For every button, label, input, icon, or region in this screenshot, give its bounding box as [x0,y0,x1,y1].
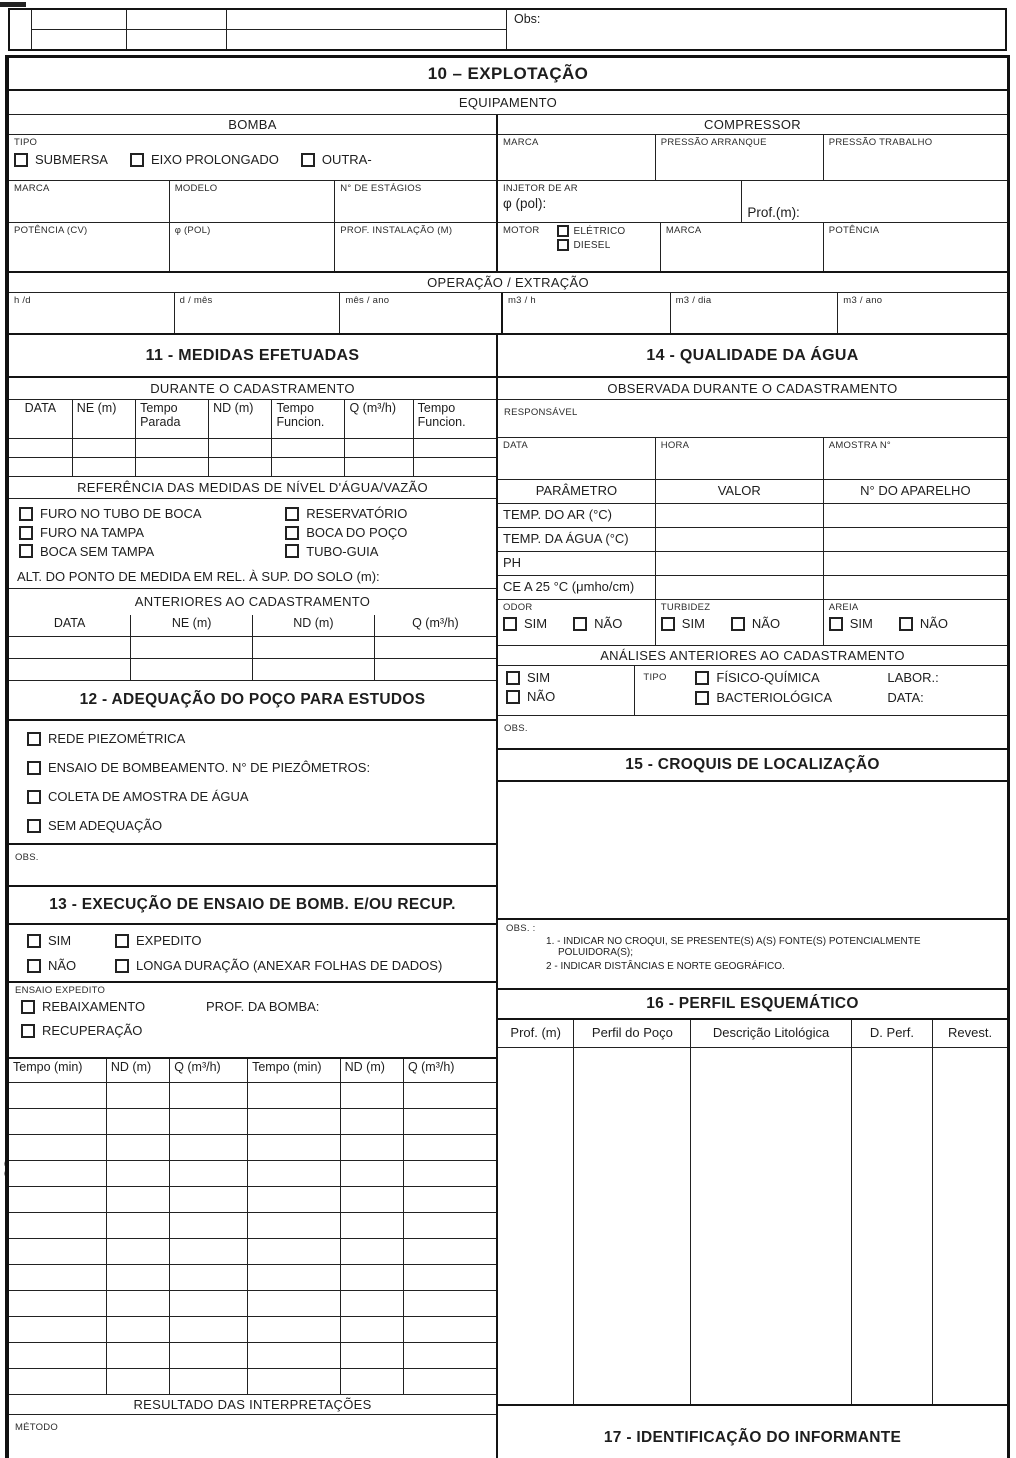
field-mesano[interactable]: mês / ano [340,293,503,333]
col-header: ND (m) [209,400,272,438]
table-cell[interactable] [9,659,131,681]
checkbox-areia-nao[interactable] [899,617,913,631]
field-estagios[interactable]: N° DE ESTÁGIOS [340,183,422,194]
form: 10 – EXPLOTAÇÃO EQUIPAMENTO BOMBA TIPO SUBMERSA EIXO PROLONGADO OUTRA- MARCA MODELO N° DE ESTÁGIOS POTÊNCIA (CV) φ (POL) PROF. INSTALAÇÃO (M) COMPRESSOR MARCA PRESSÃO ARRANQUE PRESSÃO TRABALHO INJETOR DE AR φ (pol): Prof.(m): MOTOR ELÉTRICO DIESEL MARCA POTÊNCIA OPERAÇÃO / EXTRAÇÃO h /d d / mês mês / ano m3 / h m3 / dia m3 / ano 11 - MEDIDAS EFETUADAS 14 - QUALIDADE DA ÁGUA DURANTE O CADASTRAMENTO DATA NE (m) Tempo Parada ND (m) Tempo Funcion. Q (m³/h) Tempo Funcion. REFERÊNCIA DAS MEDIDAS DE NÍVEL D'ÁGUA/VAZÃO FURO NO TUBO DE BOCA RESERVATÓRIO FURO NA TAMPA BOCA DO POÇO BOCA SEM TAMPA TUBO-GUIA ALT. DO PONTO DE MEDIDA EM REL. À SUP. DO SOLO (m): ANTERIORES AO CADASTRAMENTO DATA NE (m) ND (m) Q (m³/h) 12 - ADEQUAÇÃO DO POÇO PARA ESTUDOS REDE PIEZOMÉTRICA ENSAIO DE BOMBEAMENTO. N° DE PIEZÔMETROS: COLETA DE AMOSTRA DE ÁGUA SEM ADEQUAÇÃO OBS. 13 - EXECUÇÃO DE ENSAIO DE BOMB. E/OU RECUP. SIM EXPEDITO NÃO LONGA DURAÇÃO (ANEXAR FOLHAS DE DADOS) ENSAIO EXPEDITO REBAIXAMENTO PROF. DA BOMBA: RECUPERAÇÃO Tempo (min) ND (m) Q (m³/h) Tempo (min) ND (m) Q (m³/h) RESULTADO DAS INTERPRETAÇÕES MÉTODO OBSERVADA DURANTE O CADASTRAMENTO RESPONSÁVEL DATA HORA AMOSTRA N° PARÂMETRO VALOR N° DO APARELHO TEMP. DO AR (°C) TEMP. DA ÁGUA (°C) PH CE A 25 °C (μmho/cm) ODOR SIM NÃO TURBIDEZ SIM NÃO AREIA SIM NÃO ANÁLISES ANTERIORES AO CADASTRAMENTO SIM NÃO TIPO FÍSICO-QUÍMICA LABOR.: BACTERIOLÓGICA DATA: OBS. 15 - CROQUIS DE LOCALIZAÇÃO OBS. : 1. - INDICAR NO CROQUI, SE PRESENTE(S) A(S) FONTE(S) POTENCIALMENTE POLUIDORA(S); 2 - INDICAR DISTÂNCIAS E NORTE GEOGRÁFICO. 16 - PERFIL ESQUEMÁTICO Prof. (m) Perfil do Poço Descrição Litológica D. Perf. Revest. 17 - IDENTIFICAÇÃO DO INFORMANTE [5,55,1010,1458]
amostra-field[interactable]: AMOSTRA N° [828,440,891,451]
perfil-descricao-column[interactable] [691,1048,851,1404]
labor-field[interactable]: LABOR.: [887,670,939,685]
table-cell[interactable] [248,1160,341,1186]
table-cell[interactable] [106,1134,169,1160]
table-cell[interactable] [248,1186,341,1212]
header-cell[interactable] [32,10,127,29]
durante-label: DURANTE O CADASTRAMENTO [150,381,355,396]
section10-title: 10 – EXPLOTAÇÃO [427,63,589,83]
col-header: Prof. (m) [498,1020,574,1047]
col-header: Q (m³/h) [345,400,413,438]
table-cell[interactable] [340,1108,403,1134]
table-cell[interactable] [170,1082,248,1108]
table-cell[interactable] [9,637,131,659]
anteriores-label: ANTERIORES AO CADASTRAMENTO [134,594,371,609]
resultado-label: RESULTADO DAS INTERPRETAÇÕES [133,1396,372,1412]
note: 1. - INDICAR NO CROQUI, SE PRESENTE(S) A(S) FONTE(S) POTENCIALMENTE [546,936,921,947]
table-cell[interactable] [248,1212,341,1238]
checkbox-sim-13[interactable] [27,934,41,948]
table-cell[interactable] [403,1082,496,1108]
table-cell[interactable] [170,1238,248,1264]
table-cell[interactable] [340,1368,403,1394]
col-header: Q (m³/h) [374,615,496,637]
checkbox-eletrico[interactable] [557,225,569,237]
table-cell[interactable] [340,1316,403,1342]
param-value-cell[interactable] [656,576,824,599]
col-header: DATA [9,400,72,438]
perfil-revest-column[interactable] [933,1048,1007,1404]
field-dmes[interactable]: d / mês [175,293,341,333]
option-label: EXPEDITO [136,933,202,948]
table-cell[interactable] [248,1264,341,1290]
col-header: Revest. [948,1025,993,1040]
table-cell[interactable] [272,457,345,476]
col-header: NE (m) [72,400,135,438]
col-header: NE (m) [131,615,253,637]
croquis-obs-box [498,918,1007,990]
table-cell[interactable] [9,1342,106,1368]
option-label: BOCA SEM TAMPA [40,543,155,559]
section13-title: 13 - EXECUÇÃO DE ENSAIO DE BOMB. E/OU RECUP. [49,896,456,913]
compressor-title: COMPRESSOR [704,117,801,132]
field-modelo[interactable]: MODELO [170,181,336,222]
param-device-cell[interactable] [824,528,1007,551]
checkbox-longa-duracao[interactable] [115,959,129,973]
checkbox-analises-nao[interactable] [506,690,520,704]
table-cell[interactable] [413,457,496,476]
table-cell[interactable] [9,1082,106,1108]
table-cell[interactable] [374,659,496,681]
table-cell[interactable] [248,1342,341,1368]
option-label: ENSAIO DE BOMBEAMENTO. N° DE PIEZÔMETROS: [48,760,371,775]
option-label: EIXO PROLONGADO [150,152,279,167]
table-cell[interactable] [170,1108,248,1134]
obs-label: Obs: [514,12,541,26]
checkbox-expedito[interactable] [115,934,129,948]
table-cell[interactable] [248,1290,341,1316]
table-cell[interactable] [403,1342,496,1368]
table-cell[interactable] [106,1082,169,1108]
table-cell[interactable] [340,1212,403,1238]
checkbox-boca-poco[interactable] [285,526,299,540]
ensaio-dados-table [9,1057,496,1395]
col-header: Q (m³/h) [403,1058,496,1082]
table-cell[interactable] [209,438,272,457]
table-cell[interactable] [403,1264,496,1290]
table-cell[interactable] [106,1160,169,1186]
table-cell[interactable] [253,637,375,659]
table-cell[interactable] [9,1264,106,1290]
param-device-cell[interactable] [824,552,1007,575]
table-cell[interactable] [106,1238,169,1264]
table-cell[interactable] [9,1134,106,1160]
table-cell[interactable] [9,1238,106,1264]
col-header: N° DO APARELHO [860,483,971,498]
field-potencia-motor[interactable]: POTÊNCIA [828,225,880,236]
checkbox-rede-piezometrica[interactable] [27,732,41,746]
checkbox-coleta-amostra[interactable] [27,790,41,804]
obs-field[interactable] [507,10,1005,49]
table-cell[interactable] [9,1108,106,1134]
checkbox-reservatorio[interactable] [285,507,299,521]
table-cell[interactable] [345,457,413,476]
perfil-poco-column[interactable] [574,1048,691,1404]
param-label: TEMP. DO AR (°C) [498,504,656,527]
data-analise-field[interactable]: DATA: [887,690,924,705]
table-cell[interactable] [170,1186,248,1212]
field-injetor-prof[interactable]: Prof.(m): [747,205,800,220]
option-label: NÃO [48,958,77,973]
table-cell[interactable] [9,1316,106,1342]
option-label: SUBMERSA [35,152,108,167]
table-cell[interactable] [170,1368,248,1394]
table-cell[interactable] [106,1342,169,1368]
table-cell[interactable] [9,1368,106,1394]
option-label: RESERVATÓRIO [306,506,408,522]
param-value-cell[interactable] [656,552,824,575]
table-cell[interactable] [106,1316,169,1342]
table-cell[interactable] [9,1212,106,1238]
checkbox-areia-sim[interactable] [829,617,843,631]
table-cell[interactable] [248,1108,341,1134]
field-injetor-phi[interactable]: INJETOR DE AR φ (pol): [498,181,742,222]
section11-title: 11 - MEDIDAS EFETUADAS [145,346,360,364]
col-header: VALOR [656,480,824,503]
header-margin-cell [10,10,32,49]
turbidez-label: TURBIDEZ [660,602,711,613]
croquis-area[interactable] [498,782,1007,918]
field-marca-bomba[interactable]: MARCA [9,181,170,222]
option-label: COLETA DE AMOSTRA DE ÁGUA [48,789,249,804]
header-cell[interactable] [227,10,506,29]
col-header: Perfil do Poço [574,1020,691,1047]
table-cell[interactable] [170,1342,248,1368]
section14-title: 14 - QUALIDADE DA ÁGUA [646,346,859,364]
col-header: D. Perf. [852,1020,933,1047]
checkbox-odor-nao[interactable] [573,617,587,631]
scan-artifact: ⌇ [0,1158,13,1188]
table-cell[interactable] [209,457,272,476]
referencia-options [9,499,496,567]
checkbox-bacteriologica[interactable] [695,691,709,705]
table-cell[interactable] [106,1186,169,1212]
perfil-prof-column[interactable] [498,1048,574,1404]
option-label: FURO NA TAMPA [40,525,145,540]
table-cell[interactable] [403,1368,496,1394]
table-cell[interactable] [170,1134,248,1160]
option-label: REBAIXAMENTO [42,999,146,1014]
param-label: CE A 25 °C (μmho/cm) [498,576,656,599]
section15-title: 15 - CROQUIS DE LOCALIZAÇÃO [625,756,880,773]
table-cell[interactable] [248,1082,341,1108]
field-pressao-arranque[interactable]: PRESSÃO ARRANQUE [656,135,824,180]
table-cell[interactable] [9,457,72,476]
table-cell[interactable] [106,1264,169,1290]
table-cell[interactable] [374,637,496,659]
field-motor[interactable]: MOTOR ELÉTRICO DIESEL [498,223,661,271]
option-label: BOCA DO POÇO [306,525,408,540]
header-cell[interactable] [127,30,227,49]
param-value-cell[interactable] [656,504,824,527]
checkbox-furo-tampa[interactable] [19,526,33,540]
table-cell[interactable] [136,457,209,476]
note: 2 - INDICAR DISTÂNCIAS E NORTE GEOGRÁFICO. [546,961,785,972]
table-cell[interactable] [131,659,253,681]
col-header: Tempo Funcion. [272,400,345,438]
table-cell[interactable] [340,1160,403,1186]
option-label: SEM ADEQUAÇÃO [48,818,163,833]
medidas-durante-table [9,400,496,477]
section16-title: 16 - PERFIL ESQUEMÁTICO [646,995,859,1012]
table-cell[interactable] [106,1212,169,1238]
field-prof-instalacao[interactable]: PROF. INSTALAÇÃO (M) [340,225,453,236]
metodo-field[interactable]: MÉTODO [15,1421,59,1433]
section12-title: 12 - ADEQUAÇÃO DO POÇO PARA ESTUDOS [79,691,426,708]
checkbox-diesel[interactable] [557,239,569,251]
field-pressao-trabalho[interactable]: PRESSÃO TRABALHO [828,137,933,148]
option-label: OUTRA- [321,152,372,167]
option-label: RECUPERAÇÃO [42,1023,143,1038]
table-cell[interactable] [136,438,209,457]
option-label: TUBO-GUIA [306,543,379,559]
table-cell[interactable] [72,438,135,457]
col-header: Q (m³/h) [170,1058,248,1082]
checkbox-ensaio-bombeamento[interactable] [27,761,41,775]
checkbox-submersa[interactable] [14,153,28,167]
option-label: LONGA DURAÇÃO (ANEXAR FOLHAS DE DADOS) [136,958,443,973]
checkbox-recuperacao[interactable] [21,1024,35,1038]
table-cell[interactable] [131,637,253,659]
table-cell[interactable] [248,1238,341,1264]
col-header: Tempo Parada [136,400,209,438]
top-strip [8,8,1007,51]
checkbox-boca-sem-tampa[interactable] [19,544,33,558]
table-cell[interactable] [9,438,72,457]
obs-14-field[interactable]: OBS. [498,716,1007,750]
option-label: SIM [48,933,72,948]
ensaio-expedito-box [9,981,496,1057]
areia-label: AREIA [828,602,859,613]
table-cell[interactable] [72,457,135,476]
note: POLUIDORA(S); [558,947,634,958]
adequacao-options [9,721,496,843]
table-cell[interactable] [403,1290,496,1316]
checkbox-fisico-quimica[interactable] [695,671,709,685]
checkbox-analises-sim[interactable] [506,671,520,685]
col-header: PARÂMETRO [498,480,656,503]
data-field[interactable]: DATA [498,438,656,479]
field-m3ano[interactable]: m3 / ano [843,295,883,306]
table-cell[interactable] [106,1290,169,1316]
analises-label: ANÁLISES ANTERIORES AO CADASTRAMENTO [600,648,905,663]
tipo-label: TIPO [14,137,38,148]
table-cell[interactable] [272,438,345,457]
section17-title: 17 - IDENTIFICAÇÃO DO INFORMANTE [603,1429,902,1446]
col-header: Descrição Litológica [691,1020,851,1047]
ensaio-options [9,925,496,981]
table-cell[interactable] [106,1108,169,1134]
hora-field[interactable]: HORA [656,438,824,479]
checkbox-turbidez-sim[interactable] [661,617,675,631]
field-hd[interactable]: h /d [9,293,175,333]
header-cell[interactable] [227,30,506,49]
table-cell[interactable] [248,1368,341,1394]
table-cell[interactable] [340,1290,403,1316]
col-header: Tempo (min) [9,1058,106,1082]
medidas-anteriores-table [9,615,496,682]
prof-bomba-field[interactable]: PROF. DA BOMBA: [206,999,320,1014]
param-label: PH [498,552,656,575]
ensaio-expedito-label: ENSAIO EXPEDITO [15,985,106,996]
table-cell[interactable] [403,1186,496,1212]
field-marca-compressor[interactable]: MARCA [498,135,656,180]
operacao-title: OPERAÇÃO / EXTRAÇÃO [427,275,589,290]
obs-12-field[interactable]: OBS. [9,843,496,885]
checkbox-turbidez-nao[interactable] [731,617,745,631]
col-header: ND (m) [253,615,375,637]
field-m3h[interactable]: m3 / h [503,293,671,333]
table-cell[interactable] [413,438,496,457]
param-label: TEMP. DA ÁGUA (°C) [498,528,656,551]
table-cell[interactable] [9,1290,106,1316]
perfil-dperf-column[interactable] [852,1048,933,1404]
table-cell[interactable] [106,1368,169,1394]
table-cell[interactable] [340,1186,403,1212]
table-cell[interactable] [403,1212,496,1238]
table-cell[interactable] [170,1264,248,1290]
table-cell[interactable] [170,1316,248,1342]
alt-ponto-field[interactable]: ALT. DO PONTO DE MEDIDA EM REL. À SUP. DO SOLO (m): [9,567,496,589]
table-cell[interactable] [170,1160,248,1186]
observada-label: OBSERVADA DURANTE O CADASTRAMENTO [607,381,898,396]
table-cell[interactable] [248,1134,341,1160]
table-cell[interactable] [403,1316,496,1342]
table-cell[interactable] [248,1316,341,1342]
col-header: ND (m) [106,1058,169,1082]
table-cell[interactable] [403,1160,496,1186]
option-label: REDE PIEZOMÉTRICA [48,731,186,746]
table-cell[interactable] [345,438,413,457]
option-label: FURO NO TUBO DE BOCA [40,506,202,522]
tipo-analise-label: TIPO [643,672,667,683]
checkbox-eixo-prolongado[interactable] [130,153,144,167]
field-potencia-bomba[interactable]: POTÊNCIA (CV) [9,223,170,271]
field-phi-pol[interactable]: φ (POL) [170,223,336,271]
checkbox-tubo-guia[interactable] [285,544,299,558]
checkbox-sem-adequacao[interactable] [27,819,41,833]
table-cell[interactable] [9,1186,106,1212]
table-cell[interactable] [340,1238,403,1264]
header-cell[interactable] [32,30,127,49]
table-cell[interactable] [253,659,375,681]
col-header: Tempo (min) [248,1058,341,1082]
col-header: Tempo Funcion. [413,400,496,438]
header-cell[interactable] [127,10,227,29]
scan-artifact [0,2,26,7]
checkbox-furo-tubo-boca[interactable] [19,507,33,521]
table-cell[interactable] [9,1160,106,1186]
table-cell[interactable] [170,1290,248,1316]
col-header: DATA [9,615,131,637]
col-header: ND (m) [340,1058,403,1082]
equipamento-label: EQUIPAMENTO [458,95,558,110]
table-cell[interactable] [340,1342,403,1368]
table-cell[interactable] [403,1134,496,1160]
odor-label: ODOR [503,602,533,613]
referencia-label: REFERÊNCIA DAS MEDIDAS DE NÍVEL D'ÁGUA/VAZÃO [77,479,428,495]
param-device-cell[interactable] [824,576,1007,599]
checkbox-rebaixamento[interactable] [21,1000,35,1014]
checkbox-nao-13[interactable] [27,959,41,973]
bomba-title: BOMBA [228,117,277,132]
table-cell[interactable] [170,1212,248,1238]
table-cell[interactable] [403,1238,496,1264]
responsavel-field[interactable]: RESPONSÁVEL [498,400,1007,438]
table-cell[interactable] [340,1134,403,1160]
field-marca-motor[interactable]: MARCA [661,223,824,271]
table-cell[interactable] [340,1082,403,1108]
param-device-cell[interactable] [824,504,1007,527]
param-value-cell[interactable] [656,528,824,551]
table-cell[interactable] [340,1264,403,1290]
field-m3dia[interactable]: m3 / dia [671,293,839,333]
table-cell[interactable] [403,1108,496,1134]
checkbox-odor-sim[interactable] [503,617,517,631]
checkbox-outra[interactable] [301,153,315,167]
obs-15-label: OBS. : [506,923,536,934]
